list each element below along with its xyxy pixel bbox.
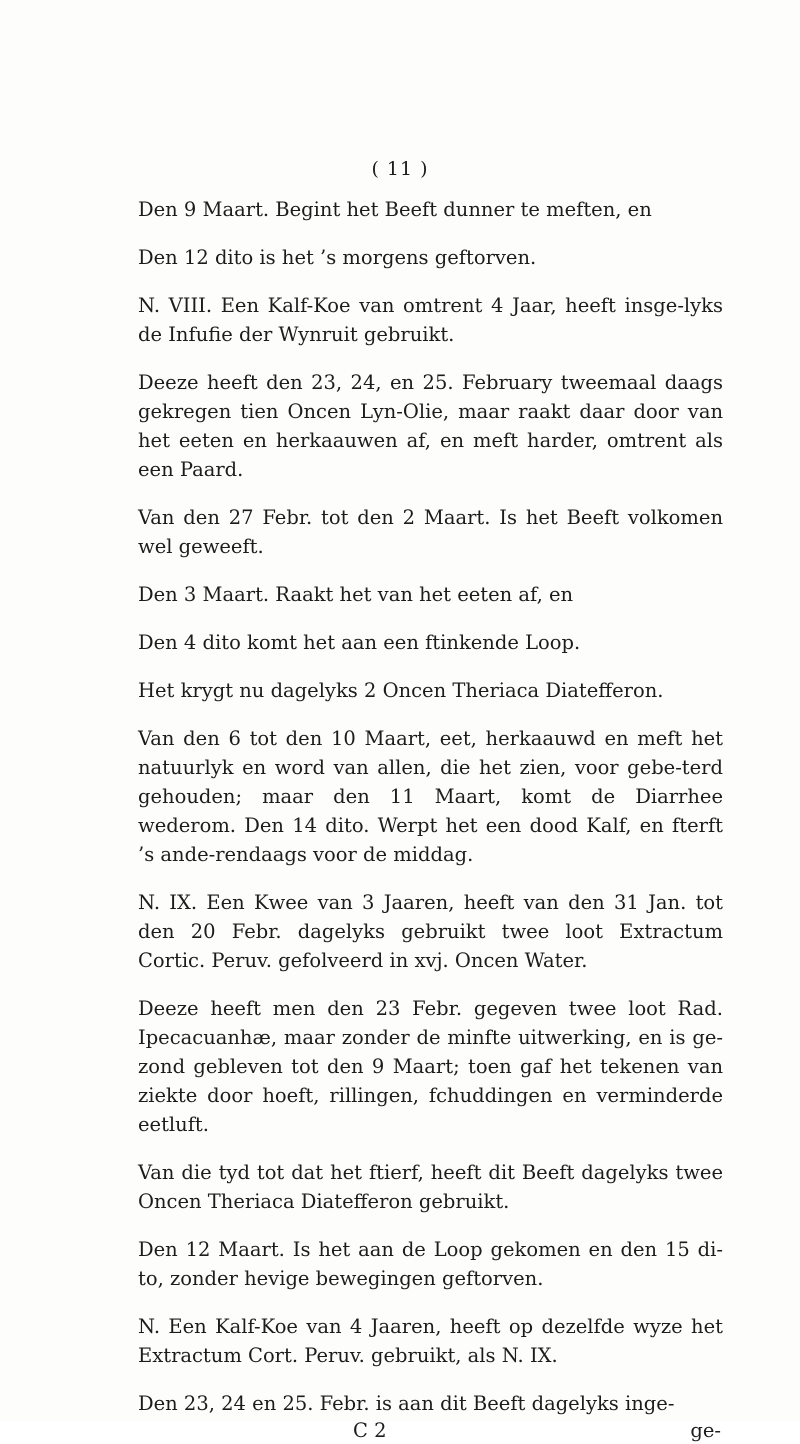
- paragraph-2: Den 12 dito is het ’s morgens geftorven.: [138, 246, 537, 269]
- signature-mark: C 2: [353, 1419, 387, 1442]
- paragraph-8: Het krygt nu dagelyks 2 Oncen Theriaca Diatefferon.: [138, 679, 664, 702]
- paragraph-15: Den 23, 24 en 25. Febr. is aan dit Beeft dagelyks inge-: [138, 1392, 675, 1415]
- paragraph-6: Den 3 Maart. Raakt het van het eeten af, en: [138, 583, 574, 606]
- paragraph-9: Van den 6 tot den 10 Maart, eet, herkaauwd en meft het natuurlyk en word van allen, die het zien, voor gebe-terd gehouden; maar den 11 Maart, komt de Diarrhee wederom. Den 14 dito. Werpt het een dood Kalf, en fterft ’s ande-rendaags voor de middag.: [138, 727, 723, 866]
- paragraph-10: N. IX. Een Kwee van 3 Jaaren, heeft van den 31 Jan. tot den 20 Febr. dagelyks gebruikt twee loot Extractum Cortic. Peruv. gefolveerd in xvj. Oncen Water.: [138, 891, 723, 972]
- page-number: ( 11 ): [371, 158, 429, 180]
- paragraph-5: Van den 27 Febr. tot den 2 Maart. Is het Beeft volkomen wel geweeft.: [138, 506, 723, 558]
- paragraph-3: N. VIII. Een Kalf-Koe van omtrent 4 Jaar, heeft insge-lyks de Infufie der Wynruit gebruikt.: [138, 294, 723, 346]
- paragraph-14: N. Een Kalf-Koe van 4 Jaaren, heeft op dezelfde wyze het Extractum Cort. Peruv. gebruikt, als N. IX.: [138, 1315, 723, 1367]
- paragraph-11: Deeze heeft men den 23 Febr. gegeven twee loot Rad. Ipecacuanhæ, maar zonder de minfte uitwerking, en is ge-zond gebleven tot den 9 Maart; toen gaf het tekenen van ziekte door hoeft, rillingen, fchuddingen en verminderde eetluft.: [138, 997, 723, 1136]
- paragraph-1: Den 9 Maart. Begint het Beeft dunner te meften, en: [138, 198, 652, 221]
- page-footer: [138, 1418, 723, 1444]
- paragraph-4: Deeze heeft den 23, 24, en 25. February tweemaal daags gekregen tien Oncen Lyn-Olie, maar raakt daar door van het eeten en herkaauwen af, en meft harder, omtrent als een Paard.: [138, 371, 723, 481]
- paragraph-12: Van die tyd tot dat het ftierf, heeft dit Beeft dagelyks twee Oncen Theriaca Diatefferon gebruikt.: [138, 1161, 723, 1213]
- paragraph-7: Den 4 dito komt het aan een ftinkende Loop.: [138, 631, 581, 654]
- body-text: [138, 195, 723, 1444]
- catchword: ge-: [690, 1419, 721, 1442]
- paragraph-13: Den 12 Maart. Is het aan de Loop gekomen en den 15 di-to, zonder hevige bewegingen geftorven.: [138, 1238, 723, 1290]
